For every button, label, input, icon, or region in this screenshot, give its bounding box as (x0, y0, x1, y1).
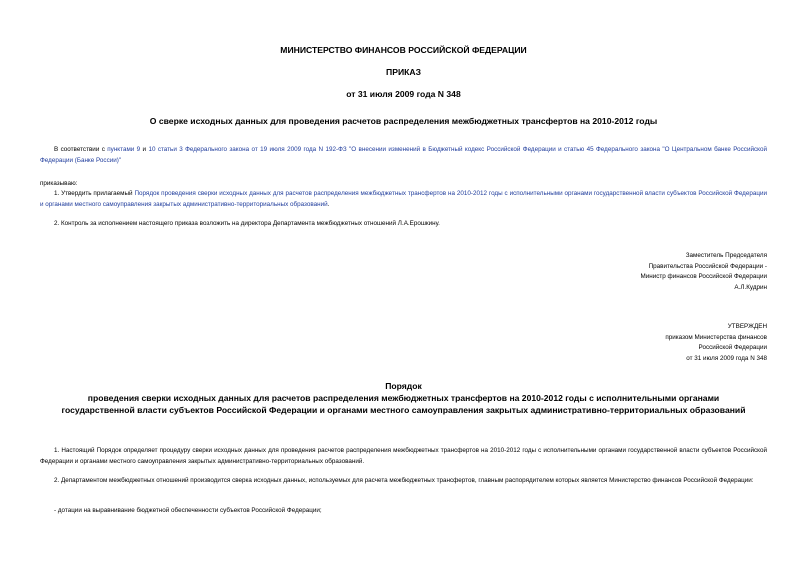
ministry-title: МИНИСТЕРСТВО ФИНАНСОВ РОССИЙСКОЙ ФЕДЕРАЦИИ (280, 45, 527, 55)
procedure-subtitle-1: проведения сверки исходных данных для расчетов распределения межбюджетных трансфертов на 2010-2012 годы с исполнительными органами (87, 393, 720, 403)
approval-block (665, 322, 767, 364)
order-item-2: 2. Контроль за исполнением настоящего приказа возложить на директора Департамента межбюджетных отношений Л.А.Ерошкину. (54, 220, 440, 227)
signature-line-2: Правительства Российской Федерации - (648, 262, 767, 270)
approval-line-4: от 31 июля 2009 года N 348 (686, 354, 767, 362)
signature-block (641, 251, 768, 293)
order-item-1-text: 1. Утвердить прилагаемый (54, 190, 135, 197)
doc-type-title: ПРИКАЗ (386, 67, 421, 77)
order-subject: О сверке исходных данных для проведения расчетов распределения межбюджетных трансфертов на 2010-2012 годы (149, 116, 658, 126)
link-poryadok[interactable]: Порядок проведения сверки исходных данных для расчетов распределения межбюджетных трансфертов на 2010-2012 годы с исполнительными органами государственной власти субъектов Российской Федерации и органами местного самоуправления закрытых административно-территориальных образований (40, 190, 768, 208)
signature-line-1: Заместитель Председателя (685, 252, 767, 259)
signature-name: А.Л.Кудрин (734, 283, 767, 291)
signature-line-3: Министр финансов Российской Федерации (640, 273, 767, 280)
procedure-title: Порядок (385, 381, 422, 391)
procedure-item-1: 1. Настоящий Порядок определяет процедуру сверки исходных данных для проведения расчетов распределения межбюджетных трансфертов на 2010-2012 годы с исполнительными органами государственной власти субъектов Российской Федерации и органами местного самоуправления закрытых административно-территориальных образований. (40, 447, 767, 465)
procedure-subtitle-2: государственной власти субъектов Российской Федерации и органами местного самоуправления закрытых административно-территориальных образований (61, 405, 746, 415)
link-punkt-9[interactable]: пунктами 9 (107, 146, 141, 153)
preamble-text-and: и (140, 146, 149, 153)
approval-line-3: Российской Федерации (698, 344, 767, 351)
preamble-text: В соответствии с (54, 146, 108, 153)
prikazyvayu-label: приказываю: (40, 180, 78, 187)
procedure-bullet-1: - дотации на выравнивание бюджетной обеспеченности субъектов Российской Федерации; (54, 507, 322, 514)
order-date-number: от 31 июля 2009 года N 348 (346, 89, 461, 99)
approval-line-2: приказом Министерства финансов (665, 333, 767, 341)
approval-line-1: УТВЕРЖДЕН (727, 323, 767, 330)
preamble-paragraph (40, 145, 767, 166)
order-item-1-end: . (327, 200, 330, 208)
procedure-item-2: 2. Департаментом межбюджетных отношений производится сверка исходных данных, используемых для расчета межбюджетных трансфертов, главным распорядителем которых является Министерство финансов Российской Федерации: (54, 477, 754, 484)
order-item-1 (40, 189, 767, 210)
link-federal-law-192fz[interactable]: 10 статьи 3 Федерального закона от 19 июля 2009 года N 192-ФЗ "О внесении изменений в Бюджетный кодекс Российской Федерации и статью 45 Федерального закона "О Центральном банке Российской Федерации (Банке России)" (40, 146, 767, 164)
